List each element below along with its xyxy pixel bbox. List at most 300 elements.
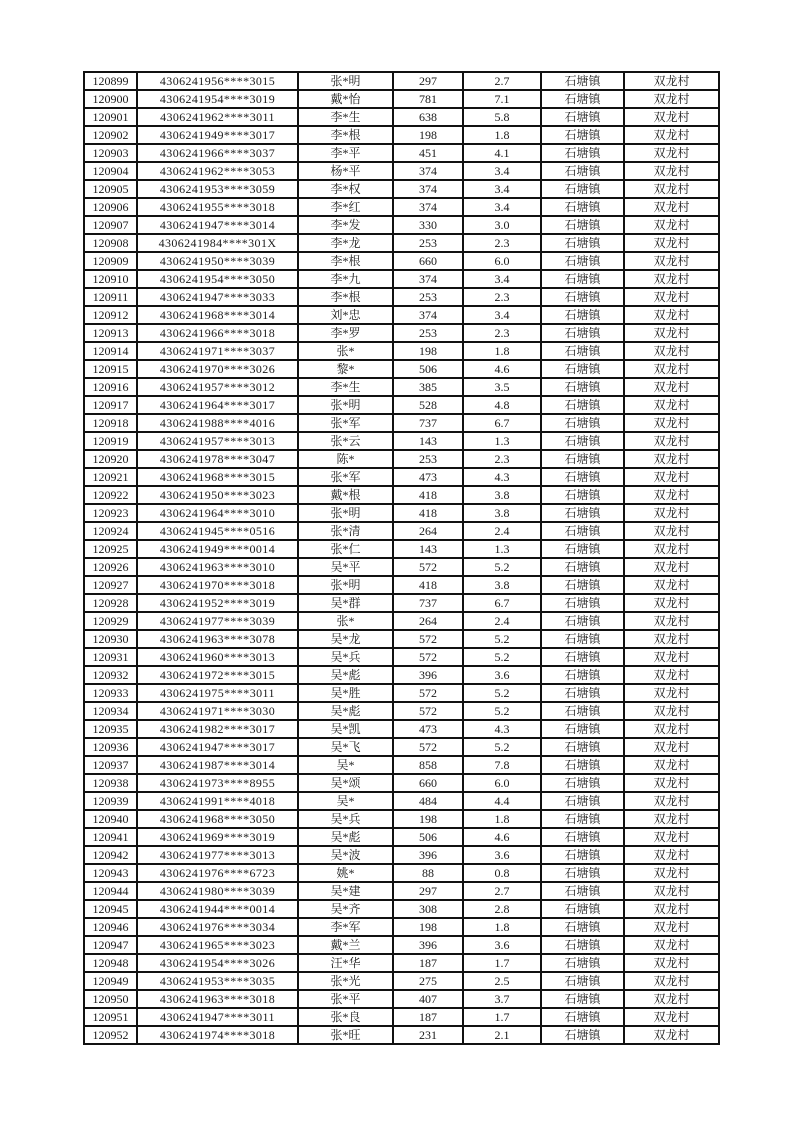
cell-id: 4306241974****3018 [137, 1026, 298, 1044]
table-row [84, 216, 719, 234]
cell-seq: 120919 [84, 432, 137, 450]
cell-name: 吴*飞 [298, 738, 393, 756]
cell-name: 张*明 [298, 72, 393, 90]
cell-id: 4306241945****0516 [137, 522, 298, 540]
table-row [84, 378, 719, 396]
cell-seq: 120950 [84, 990, 137, 1008]
cell-village: 双龙村 [624, 144, 719, 162]
cell-id: 4306241962****3011 [137, 108, 298, 126]
cell-seq: 120917 [84, 396, 137, 414]
table-row [84, 882, 719, 900]
cell-town: 石塘镇 [541, 990, 624, 1008]
cell-area: 3.6 [463, 936, 541, 954]
cell-seq: 120944 [84, 882, 137, 900]
cell-id: 4306241954****3026 [137, 954, 298, 972]
cell-village: 双龙村 [624, 414, 719, 432]
table-row [84, 162, 719, 180]
cell-name: 张*良 [298, 1008, 393, 1026]
cell-id: 4306241944****0014 [137, 900, 298, 918]
cell-name: 吴*群 [298, 594, 393, 612]
cell-town: 石塘镇 [541, 360, 624, 378]
cell-id: 4306241963****3078 [137, 630, 298, 648]
cell-id: 4306241976****3034 [137, 918, 298, 936]
cell-village: 双龙村 [624, 360, 719, 378]
table-row [84, 450, 719, 468]
cell-id: 4306241991****4018 [137, 792, 298, 810]
cell-seq: 120942 [84, 846, 137, 864]
cell-amount: 198 [393, 810, 463, 828]
cell-seq: 120915 [84, 360, 137, 378]
cell-town: 石塘镇 [541, 900, 624, 918]
cell-name: 姚* [298, 864, 393, 882]
cell-seq: 120921 [84, 468, 137, 486]
cell-id: 4306241980****3039 [137, 882, 298, 900]
cell-seq: 120926 [84, 558, 137, 576]
cell-amount: 858 [393, 756, 463, 774]
cell-id: 4306241976****6723 [137, 864, 298, 882]
cell-seq: 120934 [84, 702, 137, 720]
cell-village: 双龙村 [624, 396, 719, 414]
cell-id: 4306241964****3010 [137, 504, 298, 522]
table-row [84, 180, 719, 198]
cell-village: 双龙村 [624, 378, 719, 396]
table-row [84, 918, 719, 936]
table-row [84, 666, 719, 684]
cell-id: 4306241956****3015 [137, 72, 298, 90]
cell-town: 石塘镇 [541, 468, 624, 486]
cell-amount: 506 [393, 360, 463, 378]
cell-amount: 484 [393, 792, 463, 810]
cell-area: 5.2 [463, 738, 541, 756]
cell-id: 4306241987****3014 [137, 756, 298, 774]
cell-amount: 264 [393, 522, 463, 540]
cell-town: 石塘镇 [541, 972, 624, 990]
cell-town: 石塘镇 [541, 414, 624, 432]
cell-seq: 120948 [84, 954, 137, 972]
table-row [84, 828, 719, 846]
cell-area: 7.8 [463, 756, 541, 774]
cell-village: 双龙村 [624, 450, 719, 468]
cell-area: 6.0 [463, 252, 541, 270]
cell-town: 石塘镇 [541, 1026, 624, 1044]
cell-seq: 120949 [84, 972, 137, 990]
cell-seq: 120910 [84, 270, 137, 288]
cell-name: 张*旺 [298, 1026, 393, 1044]
table-row [84, 684, 719, 702]
cell-seq: 120912 [84, 306, 137, 324]
cell-name: 吴*彪 [298, 828, 393, 846]
cell-name: 张*军 [298, 414, 393, 432]
cell-town: 石塘镇 [541, 162, 624, 180]
cell-name: 吴*兵 [298, 810, 393, 828]
cell-area: 1.8 [463, 810, 541, 828]
cell-area: 4.8 [463, 396, 541, 414]
cell-amount: 264 [393, 612, 463, 630]
cell-seq: 120951 [84, 1008, 137, 1026]
table-row [84, 90, 719, 108]
cell-name: 吴*齐 [298, 900, 393, 918]
cell-village: 双龙村 [624, 252, 719, 270]
cell-amount: 253 [393, 234, 463, 252]
cell-name: 吴*龙 [298, 630, 393, 648]
cell-village: 双龙村 [624, 972, 719, 990]
table-row [84, 558, 719, 576]
cell-name: 陈* [298, 450, 393, 468]
cell-seq: 120925 [84, 540, 137, 558]
cell-town: 石塘镇 [541, 774, 624, 792]
cell-id: 4306241949****3017 [137, 126, 298, 144]
cell-area: 4.3 [463, 468, 541, 486]
cell-area: 2.1 [463, 1026, 541, 1044]
cell-id: 4306241969****3019 [137, 828, 298, 846]
cell-town: 石塘镇 [541, 180, 624, 198]
cell-name: 张*仁 [298, 540, 393, 558]
cell-village: 双龙村 [624, 810, 719, 828]
cell-town: 石塘镇 [541, 144, 624, 162]
cell-seq: 120923 [84, 504, 137, 522]
cell-id: 4306241947****3011 [137, 1008, 298, 1026]
cell-area: 1.3 [463, 432, 541, 450]
cell-amount: 418 [393, 504, 463, 522]
cell-town: 石塘镇 [541, 576, 624, 594]
cell-seq: 120904 [84, 162, 137, 180]
cell-area: 3.8 [463, 486, 541, 504]
cell-village: 双龙村 [624, 918, 719, 936]
table-row [84, 612, 719, 630]
cell-name: 吴*波 [298, 846, 393, 864]
cell-name: 吴*凯 [298, 720, 393, 738]
cell-area: 2.4 [463, 522, 541, 540]
table-row [84, 756, 719, 774]
cell-name: 吴* [298, 792, 393, 810]
cell-town: 石塘镇 [541, 324, 624, 342]
cell-village: 双龙村 [624, 594, 719, 612]
table-row [84, 198, 719, 216]
cell-seq: 120918 [84, 414, 137, 432]
table-row [84, 864, 719, 882]
cell-village: 双龙村 [624, 90, 719, 108]
cell-seq: 120935 [84, 720, 137, 738]
cell-id: 4306241968****3015 [137, 468, 298, 486]
table-row [84, 486, 719, 504]
table-row [84, 810, 719, 828]
cell-seq: 120937 [84, 756, 137, 774]
cell-area: 5.2 [463, 630, 541, 648]
cell-id: 4306241964****3017 [137, 396, 298, 414]
cell-village: 双龙村 [624, 198, 719, 216]
cell-seq: 120911 [84, 288, 137, 306]
table-row [84, 972, 719, 990]
cell-town: 石塘镇 [541, 396, 624, 414]
cell-village: 双龙村 [624, 612, 719, 630]
cell-seq: 120933 [84, 684, 137, 702]
cell-id: 4306241950****3039 [137, 252, 298, 270]
table-row [84, 702, 719, 720]
cell-amount: 660 [393, 774, 463, 792]
cell-id: 4306241963****3018 [137, 990, 298, 1008]
cell-name: 李*九 [298, 270, 393, 288]
cell-id: 4306241955****3018 [137, 198, 298, 216]
cell-area: 3.6 [463, 666, 541, 684]
cell-id: 4306241978****3047 [137, 450, 298, 468]
cell-village: 双龙村 [624, 792, 719, 810]
cell-village: 双龙村 [624, 216, 719, 234]
cell-id: 4306241977****3013 [137, 846, 298, 864]
cell-amount: 737 [393, 414, 463, 432]
cell-village: 双龙村 [624, 828, 719, 846]
cell-amount: 374 [393, 180, 463, 198]
cell-town: 石塘镇 [541, 378, 624, 396]
cell-seq: 120931 [84, 648, 137, 666]
cell-town: 石塘镇 [541, 252, 624, 270]
cell-town: 石塘镇 [541, 882, 624, 900]
cell-amount: 396 [393, 666, 463, 684]
cell-name: 吴*彪 [298, 702, 393, 720]
cell-seq: 120945 [84, 900, 137, 918]
cell-seq: 120929 [84, 612, 137, 630]
cell-id: 4306241963****3010 [137, 558, 298, 576]
cell-name: 张*明 [298, 576, 393, 594]
cell-town: 石塘镇 [541, 306, 624, 324]
cell-name: 张*云 [298, 432, 393, 450]
cell-seq: 120928 [84, 594, 137, 612]
cell-id: 4306241954****3050 [137, 270, 298, 288]
cell-name: 戴*怡 [298, 90, 393, 108]
cell-town: 石塘镇 [541, 936, 624, 954]
cell-area: 5.2 [463, 558, 541, 576]
cell-name: 李*龙 [298, 234, 393, 252]
cell-amount: 330 [393, 216, 463, 234]
cell-id: 4306241977****3039 [137, 612, 298, 630]
cell-area: 4.3 [463, 720, 541, 738]
cell-amount: 143 [393, 432, 463, 450]
cell-seq: 120940 [84, 810, 137, 828]
cell-area: 2.3 [463, 234, 541, 252]
cell-seq: 120943 [84, 864, 137, 882]
cell-area: 4.1 [463, 144, 541, 162]
cell-village: 双龙村 [624, 882, 719, 900]
table-row [84, 396, 719, 414]
table-row [84, 270, 719, 288]
cell-area: 3.8 [463, 576, 541, 594]
cell-village: 双龙村 [624, 180, 719, 198]
cell-town: 石塘镇 [541, 666, 624, 684]
cell-amount: 473 [393, 720, 463, 738]
cell-seq: 120913 [84, 324, 137, 342]
cell-area: 6.0 [463, 774, 541, 792]
cell-village: 双龙村 [624, 1008, 719, 1026]
cell-seq: 120938 [84, 774, 137, 792]
cell-amount: 187 [393, 954, 463, 972]
table-row [84, 648, 719, 666]
cell-amount: 374 [393, 198, 463, 216]
cell-amount: 396 [393, 936, 463, 954]
cell-town: 石塘镇 [541, 630, 624, 648]
cell-village: 双龙村 [624, 126, 719, 144]
cell-town: 石塘镇 [541, 450, 624, 468]
cell-seq: 120907 [84, 216, 137, 234]
table-row [84, 342, 719, 360]
cell-village: 双龙村 [624, 288, 719, 306]
cell-id: 4306241968****3050 [137, 810, 298, 828]
table-row [84, 504, 719, 522]
cell-name: 吴*兵 [298, 648, 393, 666]
cell-name: 李*权 [298, 180, 393, 198]
table-row [84, 468, 719, 486]
table-row [84, 432, 719, 450]
cell-id: 4306241971****3030 [137, 702, 298, 720]
cell-village: 双龙村 [624, 306, 719, 324]
cell-id: 4306241947****3017 [137, 738, 298, 756]
cell-village: 双龙村 [624, 558, 719, 576]
cell-town: 石塘镇 [541, 954, 624, 972]
table-row [84, 252, 719, 270]
table-row [84, 738, 719, 756]
cell-area: 2.4 [463, 612, 541, 630]
cell-area: 5.2 [463, 684, 541, 702]
cell-amount: 88 [393, 864, 463, 882]
cell-town: 石塘镇 [541, 738, 624, 756]
cell-amount: 297 [393, 72, 463, 90]
table-row [84, 954, 719, 972]
cell-town: 石塘镇 [541, 648, 624, 666]
cell-id: 4306241984****301X [137, 234, 298, 252]
cell-id: 4306241962****3053 [137, 162, 298, 180]
cell-area: 3.6 [463, 846, 541, 864]
cell-seq: 120900 [84, 90, 137, 108]
table-row [84, 288, 719, 306]
cell-area: 7.1 [463, 90, 541, 108]
cell-seq: 120932 [84, 666, 137, 684]
cell-seq: 120927 [84, 576, 137, 594]
cell-amount: 737 [393, 594, 463, 612]
cell-amount: 198 [393, 126, 463, 144]
cell-area: 3.4 [463, 180, 541, 198]
cell-name: 张*平 [298, 990, 393, 1008]
cell-seq: 120952 [84, 1026, 137, 1044]
cell-id: 4306241953****3059 [137, 180, 298, 198]
cell-area: 4.4 [463, 792, 541, 810]
cell-town: 石塘镇 [541, 90, 624, 108]
cell-village: 双龙村 [624, 162, 719, 180]
cell-village: 双龙村 [624, 648, 719, 666]
cell-town: 石塘镇 [541, 288, 624, 306]
cell-id: 4306241947****3014 [137, 216, 298, 234]
cell-seq: 120924 [84, 522, 137, 540]
table-row [84, 126, 719, 144]
cell-amount: 528 [393, 396, 463, 414]
cell-town: 石塘镇 [541, 540, 624, 558]
cell-id: 4306241966****3037 [137, 144, 298, 162]
table-row [84, 234, 719, 252]
cell-area: 4.6 [463, 360, 541, 378]
table-row [84, 360, 719, 378]
cell-amount: 385 [393, 378, 463, 396]
cell-village: 双龙村 [624, 432, 719, 450]
cell-name: 戴*根 [298, 486, 393, 504]
cell-name: 张* [298, 612, 393, 630]
cell-village: 双龙村 [624, 846, 719, 864]
cell-name: 李*根 [298, 252, 393, 270]
cell-village: 双龙村 [624, 936, 719, 954]
cell-town: 石塘镇 [541, 612, 624, 630]
cell-amount: 660 [393, 252, 463, 270]
table-row [84, 720, 719, 738]
cell-name: 张*明 [298, 504, 393, 522]
cell-town: 石塘镇 [541, 198, 624, 216]
cell-seq: 120909 [84, 252, 137, 270]
cell-id: 4306241966****3018 [137, 324, 298, 342]
cell-area: 3.4 [463, 306, 541, 324]
cell-village: 双龙村 [624, 324, 719, 342]
cell-amount: 253 [393, 324, 463, 342]
cell-name: 李*根 [298, 288, 393, 306]
cell-amount: 198 [393, 342, 463, 360]
cell-village: 双龙村 [624, 108, 719, 126]
cell-name: 张*光 [298, 972, 393, 990]
cell-village: 双龙村 [624, 756, 719, 774]
cell-amount: 374 [393, 306, 463, 324]
cell-amount: 374 [393, 162, 463, 180]
cell-village: 双龙村 [624, 342, 719, 360]
cell-village: 双龙村 [624, 900, 719, 918]
cell-area: 0.8 [463, 864, 541, 882]
cell-village: 双龙村 [624, 540, 719, 558]
cell-area: 2.8 [463, 900, 541, 918]
table-row [84, 1008, 719, 1026]
cell-name: 吴*建 [298, 882, 393, 900]
cell-seq: 120899 [84, 72, 137, 90]
cell-name: 李*生 [298, 378, 393, 396]
cell-town: 石塘镇 [541, 558, 624, 576]
cell-village: 双龙村 [624, 504, 719, 522]
cell-village: 双龙村 [624, 72, 719, 90]
cell-town: 石塘镇 [541, 864, 624, 882]
table-row [84, 576, 719, 594]
cell-town: 石塘镇 [541, 810, 624, 828]
table-row [84, 72, 719, 90]
cell-village: 双龙村 [624, 954, 719, 972]
cell-amount: 253 [393, 450, 463, 468]
table-row [84, 936, 719, 954]
table-row [84, 522, 719, 540]
cell-seq: 120947 [84, 936, 137, 954]
cell-id: 4306241988****4016 [137, 414, 298, 432]
cell-seq: 120914 [84, 342, 137, 360]
roster-table [83, 71, 720, 1045]
cell-village: 双龙村 [624, 684, 719, 702]
cell-id: 4306241972****3015 [137, 666, 298, 684]
cell-id: 4306241950****3023 [137, 486, 298, 504]
cell-id: 4306241957****3012 [137, 378, 298, 396]
cell-name: 李*罗 [298, 324, 393, 342]
cell-id: 4306241957****3013 [137, 432, 298, 450]
cell-village: 双龙村 [624, 630, 719, 648]
cell-amount: 396 [393, 846, 463, 864]
cell-name: 吴*胜 [298, 684, 393, 702]
cell-town: 石塘镇 [541, 486, 624, 504]
cell-area: 5.2 [463, 702, 541, 720]
cell-amount: 187 [393, 1008, 463, 1026]
cell-village: 双龙村 [624, 774, 719, 792]
cell-town: 石塘镇 [541, 234, 624, 252]
cell-area: 2.3 [463, 450, 541, 468]
cell-name: 李*红 [298, 198, 393, 216]
cell-town: 石塘镇 [541, 594, 624, 612]
cell-id: 4306241975****3011 [137, 684, 298, 702]
cell-area: 1.8 [463, 126, 541, 144]
cell-seq: 120902 [84, 126, 137, 144]
